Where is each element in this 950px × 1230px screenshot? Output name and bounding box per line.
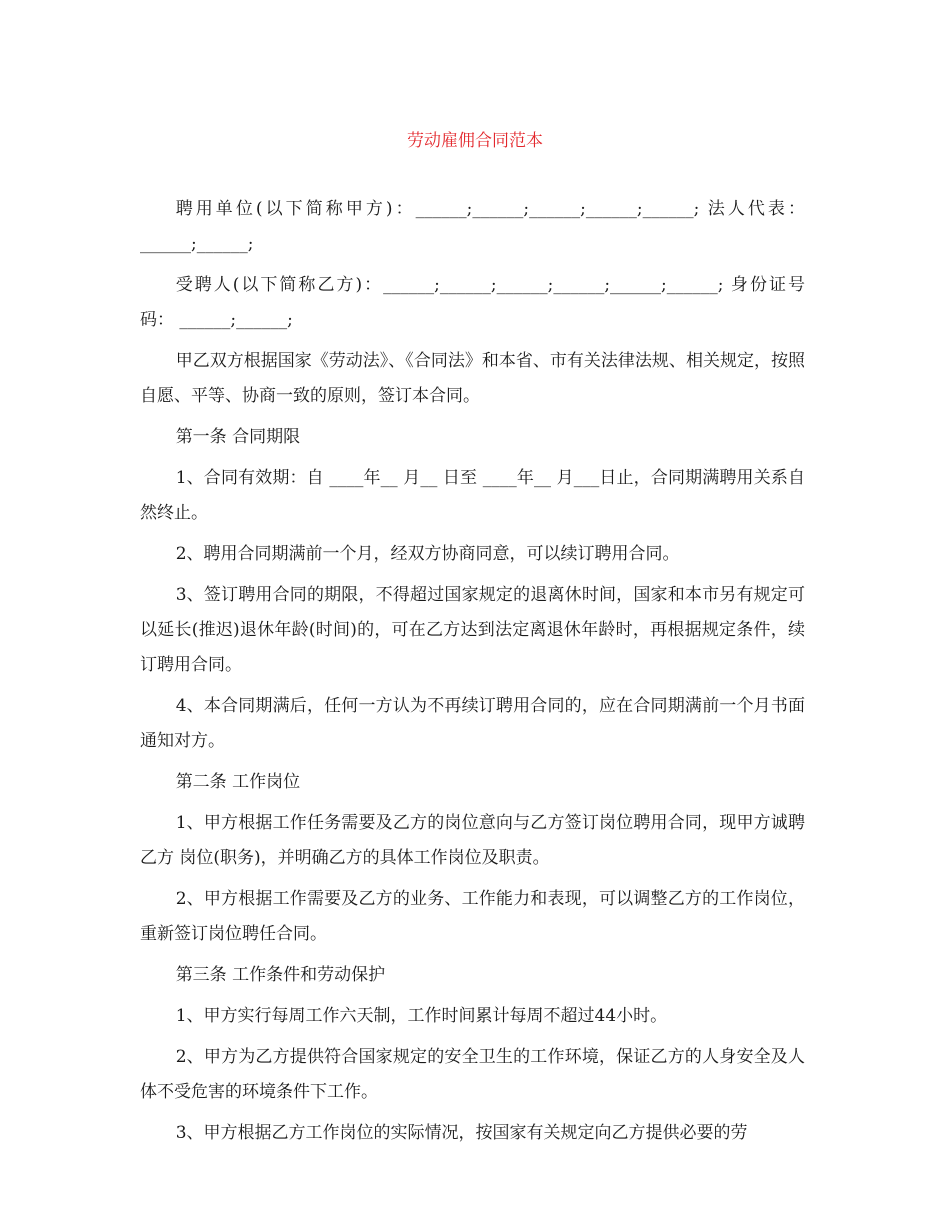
document-title: 劳动雇佣合同范本 bbox=[407, 131, 543, 151]
paragraph-preamble: 甲乙双方根据国家《劳动法》、《合同法》和本省、市有关法律法规、相关规定，按照自愿、平等、协商一致的原则，签订本合同。 bbox=[140, 351, 805, 406]
paragraph-position-1: 1、甲方根据工作任务需要及乙方的岗位意向与乙方签订岗位聘用合同，现甲方诚聘乙方 岗位(职务)，并明确乙方的具体工作岗位及职责。 bbox=[140, 813, 805, 868]
section-heading-position: 第二条 工作岗位 bbox=[175, 772, 301, 792]
paragraph-conditions-2: 2、甲方为乙方提供符合国家规定的安全卫生的工作环境，保证乙方的人身安全及人体不受危害的环境条件下工作。 bbox=[140, 1047, 805, 1102]
paragraph-term-4: 4、本合同期满后，任何一方认为不再续订聘用合同的，应在合同期满前一个月书面通知对方。 bbox=[140, 696, 805, 751]
paragraph-position-2: 2、甲方根据工作需要及乙方的业务、工作能力和表现，可以调整乙方的工作岗位，重新签订岗位聘任合同。 bbox=[140, 889, 805, 944]
paragraph-conditions-3: 3、甲方根据乙方工作岗位的实际情况，按国家有关规定向乙方提供必要的劳 bbox=[175, 1123, 748, 1143]
paragraph-term-2: 2、聘用合同期满前一个月，经双方协商同意，可以续订聘用合同。 bbox=[175, 544, 680, 564]
section-heading-conditions: 第三条 工作条件和劳动保护 bbox=[175, 965, 386, 985]
paragraph-conditions-1: 1、甲方实行每周工作六天制，工作时间累计每周不超过44小时。 bbox=[175, 1006, 668, 1026]
paragraph-employee-info: 受聘人(以下简称乙方)：______;______;______;______;______;______; 身份证号码： ______;______; bbox=[140, 275, 805, 330]
document-body bbox=[140, 192, 805, 1157]
paragraph-employer-info: 聘用单位(以下简称甲方)：______;______;______;______;______; 法人代表： ______;______; bbox=[140, 199, 805, 254]
paragraph-term-1: 1、合同有效期：自 ____年__ 月__ 日至 ____年__ 月___日止，合同期满聘用关系自然终止。 bbox=[140, 468, 805, 523]
section-heading-term: 第一条 合同期限 bbox=[175, 427, 301, 447]
paragraph-term-3: 3、签订聘用合同的期限，不得超过国家规定的退离休时间，国家和本市另有规定可以延长(推迟)退休年龄(时间)的，可在乙方达到法定离退休年龄时，再根据规定条件，续订聘用合同。 bbox=[140, 585, 805, 675]
